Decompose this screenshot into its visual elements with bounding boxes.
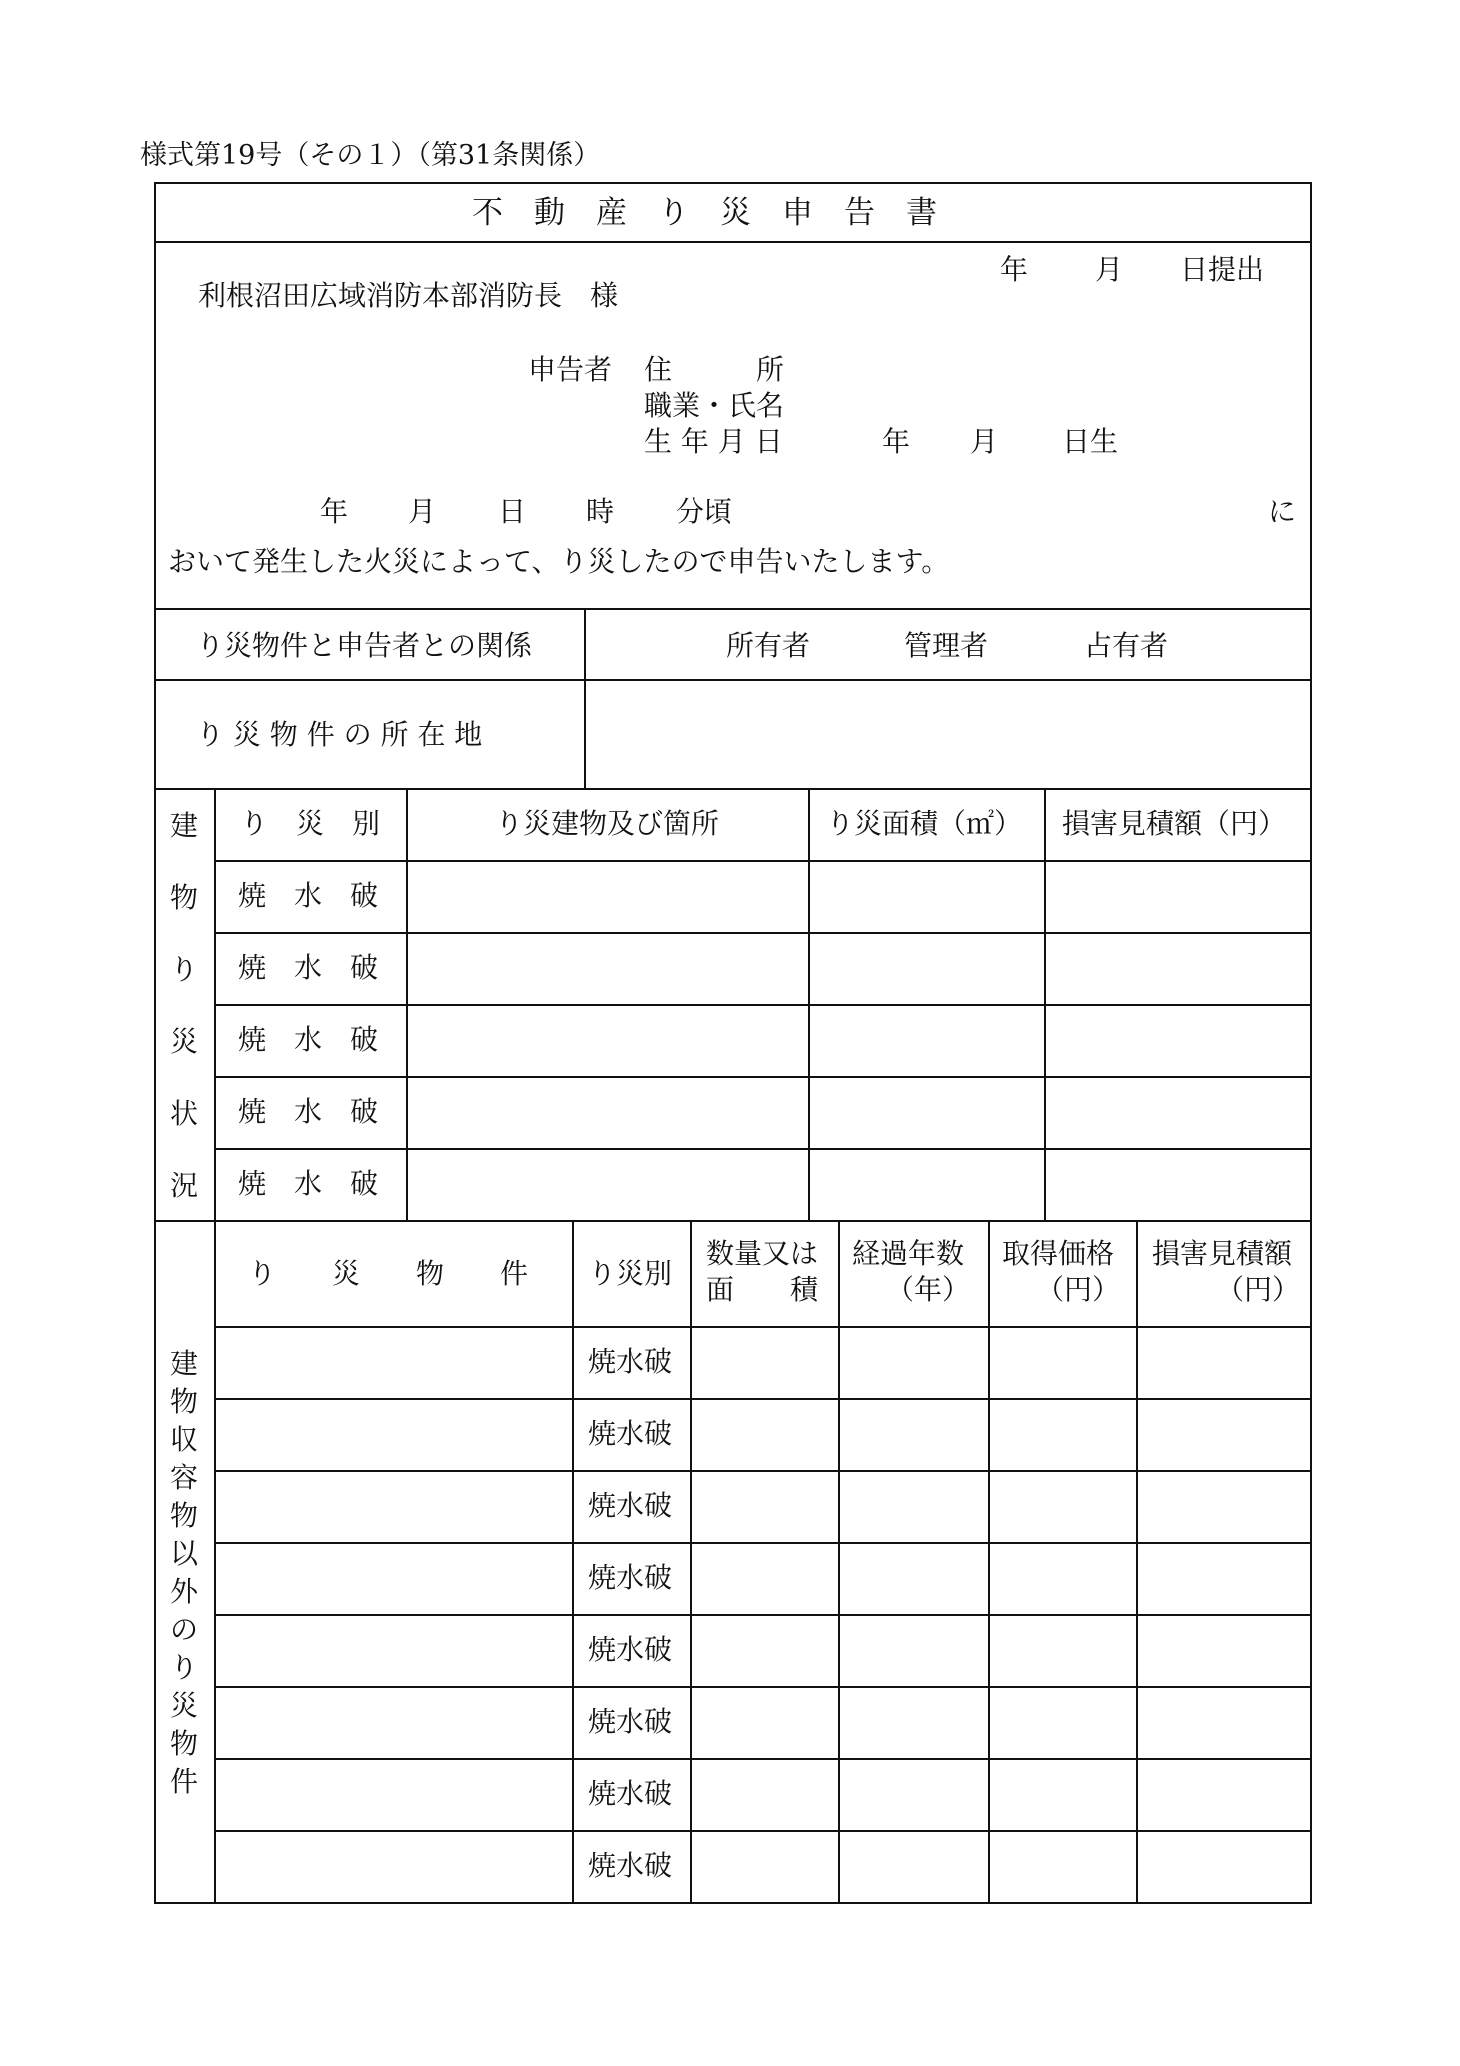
other-years-field[interactable] <box>842 1402 984 1468</box>
other-damage-type[interactable]: 焼水破 <box>588 1417 673 1450</box>
building-header: 損害見積額（円） <box>1062 807 1287 840</box>
other-qty-field[interactable] <box>694 1402 834 1468</box>
form-id: 様式第19号（その１）（第31条関係） <box>140 140 601 171</box>
building-header: り災面積（㎡） <box>826 807 1023 840</box>
building-damage-amount-field[interactable] <box>1048 1080 1308 1146</box>
fire-hour-label: 時 <box>586 495 615 528</box>
header-divider <box>154 608 1312 610</box>
other-damage-amount-field[interactable] <box>1140 1690 1308 1756</box>
building-damage-amount-field[interactable] <box>1048 1008 1308 1074</box>
other-header-price-line1: 取得価格 <box>1002 1237 1115 1270</box>
declarant-label: 申告者 <box>528 353 613 386</box>
birth-year-label: 年 <box>882 425 911 458</box>
building-area-field[interactable] <box>812 936 1040 1002</box>
other-header-qty-line1: 数量又は <box>706 1237 819 1270</box>
title-divider <box>154 241 1312 243</box>
relation-occupant-option[interactable]: 占有者 <box>1084 629 1169 662</box>
building-damage-type[interactable]: 焼 水 破 <box>238 1095 379 1128</box>
other-header-qty-line2: 面 積 <box>706 1273 819 1306</box>
building-row-divider <box>214 932 1312 934</box>
other-damage-type[interactable]: 焼水破 <box>588 1705 673 1738</box>
building-side-label-char: 災 <box>169 1025 198 1058</box>
other-price-field[interactable] <box>992 1330 1132 1396</box>
relation-label: り災物件と申告者との関係 <box>196 629 533 662</box>
other-col-divider <box>1136 1220 1138 1904</box>
other-qty-field[interactable] <box>694 1546 834 1612</box>
building-side-label-char: 況 <box>169 1169 198 1202</box>
building-area-field[interactable] <box>812 1080 1040 1146</box>
other-row-divider <box>214 1470 1312 1472</box>
other-qty-field[interactable] <box>694 1690 834 1756</box>
other-price-field[interactable] <box>992 1402 1132 1468</box>
other-item-field[interactable] <box>218 1330 568 1396</box>
location-field[interactable] <box>588 683 1308 785</box>
other-col-divider <box>214 1220 216 1904</box>
building-side-label-char: 状 <box>169 1097 198 1130</box>
building-area-field[interactable] <box>812 1008 1040 1074</box>
other-row-divider <box>214 1686 1312 1688</box>
declarant-occupation-name-label: 職業・氏名 <box>644 389 785 422</box>
other-row-divider <box>214 1542 1312 1544</box>
other-damage-amount-field[interactable] <box>1140 1834 1308 1900</box>
form-title: 不 動 産 り 災 申 告 書 <box>472 195 937 231</box>
other-header-price-line2: （円） <box>1036 1273 1121 1306</box>
building-location-field[interactable] <box>410 864 804 930</box>
other-qty-field[interactable] <box>694 1330 834 1396</box>
building-location-field[interactable] <box>410 1080 804 1146</box>
other-header-item: り 災 物 件 <box>248 1257 529 1290</box>
other-damage-amount-field[interactable] <box>1140 1546 1308 1612</box>
other-damage-type[interactable]: 焼水破 <box>588 1633 673 1666</box>
other-side-label-char: り <box>169 1651 198 1684</box>
other-qty-field[interactable] <box>694 1474 834 1540</box>
relation-manager-option[interactable]: 管理者 <box>904 629 989 662</box>
building-side-label-char: 物 <box>169 881 198 914</box>
other-side-label-char: 災 <box>169 1689 198 1722</box>
other-side-label-char: 以 <box>169 1537 198 1570</box>
location-divider <box>154 788 1312 790</box>
other-side-label-char: 建 <box>169 1347 198 1380</box>
building-damage-type[interactable]: 焼 水 破 <box>238 1023 379 1056</box>
building-damage-type[interactable]: 焼 水 破 <box>238 951 379 984</box>
birth-month-label: 月 <box>970 425 999 458</box>
other-header-damage-line2: （円） <box>1216 1273 1301 1306</box>
other-header-years-line2: （年） <box>886 1273 971 1306</box>
other-side-label-char: 外 <box>169 1575 198 1608</box>
building-side-label-char: 建 <box>169 809 198 842</box>
building-location-field[interactable] <box>410 1008 804 1074</box>
other-col-divider <box>838 1220 840 1904</box>
other-header-type: り災別 <box>588 1257 673 1290</box>
other-item-field[interactable] <box>218 1690 568 1756</box>
other-item-field[interactable] <box>218 1402 568 1468</box>
addressee: 利根沼田広域消防本部消防長 様 <box>198 279 619 312</box>
other-side-label-char: 容 <box>169 1461 198 1494</box>
building-row-divider <box>214 1076 1312 1078</box>
relation-owner-option[interactable]: 所有者 <box>726 629 811 662</box>
other-price-field[interactable] <box>992 1834 1132 1900</box>
declarant-address-label: 住 所 <box>644 353 785 386</box>
other-damage-amount-field[interactable] <box>1140 1330 1308 1396</box>
other-price-field[interactable] <box>992 1762 1132 1828</box>
birth-day-label: 日生 <box>1062 425 1119 458</box>
building-damage-amount-field[interactable] <box>1048 936 1308 1002</box>
fire-day-label: 日 <box>498 495 527 528</box>
other-col-divider <box>690 1220 692 1904</box>
relation-divider <box>154 679 1312 681</box>
other-col-divider <box>988 1220 990 1904</box>
other-row-divider <box>214 1614 1312 1616</box>
other-col-divider <box>572 1220 574 1904</box>
building-header: り災建物及び箇所 <box>495 807 720 840</box>
building-row-divider <box>154 1220 1312 1222</box>
submit-month-label: 月 <box>1095 253 1124 286</box>
other-qty-field[interactable] <box>694 1618 834 1684</box>
other-years-field[interactable] <box>842 1330 984 1396</box>
building-damage-type[interactable]: 焼 水 破 <box>238 879 379 912</box>
fire-month-label: 月 <box>408 495 437 528</box>
other-damage-amount-field[interactable] <box>1140 1618 1308 1684</box>
other-price-field[interactable] <box>992 1546 1132 1612</box>
other-damage-type[interactable]: 焼水破 <box>588 1777 673 1810</box>
building-side-label-char: り <box>169 953 198 986</box>
other-row-divider <box>214 1326 1312 1328</box>
other-item-field[interactable] <box>218 1474 568 1540</box>
building-damage-amount-field[interactable] <box>1048 1152 1308 1218</box>
other-damage-amount-field[interactable] <box>1140 1402 1308 1468</box>
other-damage-type[interactable]: 焼水破 <box>588 1561 673 1594</box>
building-location-field[interactable] <box>410 1152 804 1218</box>
submit-year-label: 年 <box>1000 253 1029 286</box>
other-row-divider <box>214 1830 1312 1832</box>
building-row-divider <box>214 1148 1312 1150</box>
other-years-field[interactable] <box>842 1474 984 1540</box>
other-side-label-char: の <box>169 1613 198 1646</box>
fire-location-particle: に <box>1268 495 1297 528</box>
building-damage-amount-field[interactable] <box>1048 864 1308 930</box>
other-header-years-line1: 経過年数 <box>852 1237 965 1270</box>
other-side-label-char: 物 <box>169 1385 198 1418</box>
other-row-divider <box>214 1758 1312 1760</box>
other-price-field[interactable] <box>992 1474 1132 1540</box>
other-years-field[interactable] <box>842 1618 984 1684</box>
other-price-field[interactable] <box>992 1690 1132 1756</box>
other-years-field[interactable] <box>842 1834 984 1900</box>
other-years-field[interactable] <box>842 1762 984 1828</box>
building-row-divider <box>214 860 1312 862</box>
fire-minute-label: 分頃 <box>676 495 733 528</box>
other-item-field[interactable] <box>218 1834 568 1900</box>
building-location-field[interactable] <box>410 936 804 1002</box>
other-side-label-char: 収 <box>169 1423 198 1456</box>
statement-text: おいて発生した火災によって、り災したので申告いたします。 <box>168 545 950 578</box>
other-qty-field[interactable] <box>694 1762 834 1828</box>
other-price-field[interactable] <box>992 1618 1132 1684</box>
other-side-label-char: 物 <box>169 1499 198 1532</box>
location-label: り 災 物 件 の 所 在 地 <box>196 718 483 751</box>
building-header: り 災 別 <box>240 807 381 840</box>
other-side-label-char: 物 <box>169 1727 198 1760</box>
fire-year-label: 年 <box>320 495 349 528</box>
other-damage-amount-field[interactable] <box>1140 1762 1308 1828</box>
other-header-damage-line1: 損害見積額 <box>1152 1237 1293 1270</box>
other-side-label-char: 件 <box>169 1765 198 1798</box>
submit-day-label: 日提出 <box>1180 253 1265 286</box>
other-item-field[interactable] <box>218 1762 568 1828</box>
other-row-divider <box>214 1398 1312 1400</box>
building-area-field[interactable] <box>812 864 1040 930</box>
building-area-field[interactable] <box>812 1152 1040 1218</box>
other-qty-field[interactable] <box>694 1834 834 1900</box>
other-damage-type[interactable]: 焼水破 <box>588 1849 673 1882</box>
other-years-field[interactable] <box>842 1690 984 1756</box>
other-damage-type[interactable]: 焼水破 <box>588 1345 673 1378</box>
other-damage-type[interactable]: 焼水破 <box>588 1489 673 1522</box>
relation-divider-v <box>584 608 586 789</box>
other-item-field[interactable] <box>218 1618 568 1684</box>
other-item-field[interactable] <box>218 1546 568 1612</box>
other-damage-amount-field[interactable] <box>1140 1474 1308 1540</box>
building-row-divider <box>214 1004 1312 1006</box>
building-damage-type[interactable]: 焼 水 破 <box>238 1167 379 1200</box>
declarant-birthdate-label: 生 年 月 日 <box>644 425 783 458</box>
other-years-field[interactable] <box>842 1546 984 1612</box>
